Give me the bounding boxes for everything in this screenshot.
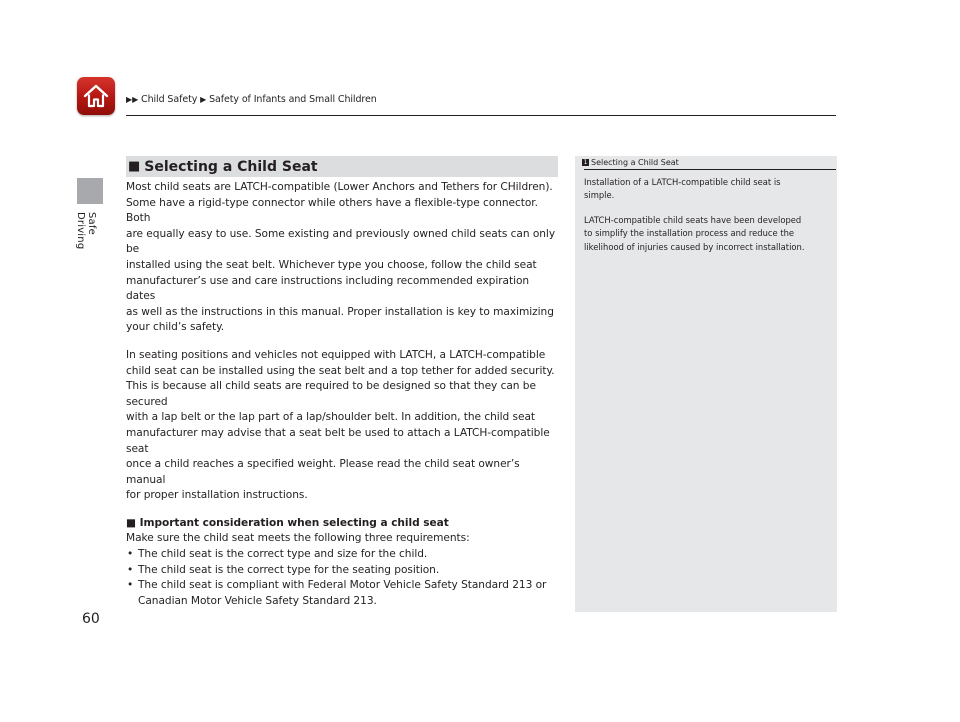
bullet-icon: •: [127, 563, 134, 576]
side-note-heading: [582, 158, 836, 167]
text-line: manufacturer may advise that a seat belt be used to attach a LATCH-compatible seat: [126, 426, 550, 455]
section-heading: [126, 156, 558, 177]
side-note-rule: [584, 169, 836, 170]
breadcrumb-arrow-icon: ▶: [200, 95, 207, 104]
list-item-text: The child seat is compliant with Federal Motor Vehicle Safety Standard 213 or: [138, 579, 547, 592]
text-line: as well as the instructions in this manual. Proper installation is key to maximizing: [126, 305, 554, 318]
requirements-intro: Make sure the child seat meets the following three requirements:: [126, 532, 470, 545]
text-line: This is because all child seats are required to be designed so that they can be secured: [126, 380, 536, 408]
text-line: are equally easy to use. Some existing and previously owned child seats can only be: [126, 227, 556, 256]
subheading: [126, 516, 560, 532]
text-line: LATCH-compatible child seats have been developed: [584, 214, 802, 225]
text-line: once a child reaches a specified weight. Please read the child seat owner’s manual: [126, 458, 520, 486]
text-line: your child’s safety.: [126, 321, 225, 334]
header-rule: [126, 115, 836, 116]
text-line: installed using the seat belt. Whichever type you choose, follow the child seat: [126, 258, 537, 271]
paragraph-2: [126, 348, 560, 504]
subheading-text: Important consideration when selecting a child seat: [139, 516, 449, 529]
breadcrumb-link-infants[interactable]: Safety of Infants and Small Children: [209, 94, 377, 105]
text-line: simple.: [584, 190, 615, 201]
body-text: [126, 180, 560, 609]
text-line: likelihood of injuries caused by incorrect installation.: [584, 241, 805, 252]
page-number: 60: [82, 611, 100, 627]
chapter-label: Safe Driving: [75, 212, 97, 250]
home-icon: [82, 83, 110, 109]
section-marker-icon: ■: [128, 159, 141, 174]
home-button[interactable]: [77, 77, 115, 115]
list-item: [126, 578, 560, 609]
side-note-body: [584, 176, 830, 254]
text-line: In seating positions and vehicles not equipped with LATCH, a LATCH-compatible: [126, 348, 546, 361]
list-item-text: The child seat is the correct type and size for the child.: [138, 548, 428, 561]
breadcrumb-arrow-icon: ▶: [132, 95, 139, 104]
breadcrumb: [126, 94, 377, 105]
list-item-text: Canadian Motor Vehicle Safety Standard 213.: [138, 594, 377, 607]
reference-icon: 1: [583, 159, 588, 166]
text-line: Some have a rigid-type connector while others have a flexible-type connector. Both: [126, 196, 538, 225]
breadcrumb-link-child-safety[interactable]: Child Safety: [141, 94, 198, 105]
text-line: for proper installation instructions.: [126, 489, 308, 502]
side-note-title[interactable]: Selecting a Child Seat: [591, 158, 679, 167]
list-item: [126, 547, 560, 563]
bullet-icon: •: [127, 548, 134, 561]
breadcrumb-arrow-icon: ▶: [126, 95, 133, 104]
side-note-paragraph-2: [584, 214, 830, 254]
side-note-paragraph-1: [584, 176, 830, 203]
text-line: manufacturer’s use and care instructions including recommended expiration dates: [126, 274, 530, 303]
text-line: Installation of a LATCH-compatible child seat is: [584, 177, 781, 187]
list-item-text: The child seat is the correct type for the seating position.: [138, 563, 440, 576]
text-line: Most child seats are LATCH-compatible (Lower Anchors and Tethers for CHildren).: [126, 181, 553, 193]
paragraph-1: [126, 180, 560, 336]
text-line: with a lap belt or the lap part of a lap/shoulder belt. In addition, the child seat: [126, 411, 536, 424]
list-item: [126, 563, 560, 579]
text-line: child seat can be installed using the seat belt and a top tether for added security.: [126, 364, 555, 377]
subheading-marker-icon: ■: [126, 516, 136, 529]
text-line: to simplify the installation process and reduce the: [584, 228, 795, 239]
bullet-icon: •: [127, 579, 134, 592]
section-title: Selecting a Child Seat: [144, 158, 318, 175]
chapter-tab[interactable]: [77, 178, 103, 204]
